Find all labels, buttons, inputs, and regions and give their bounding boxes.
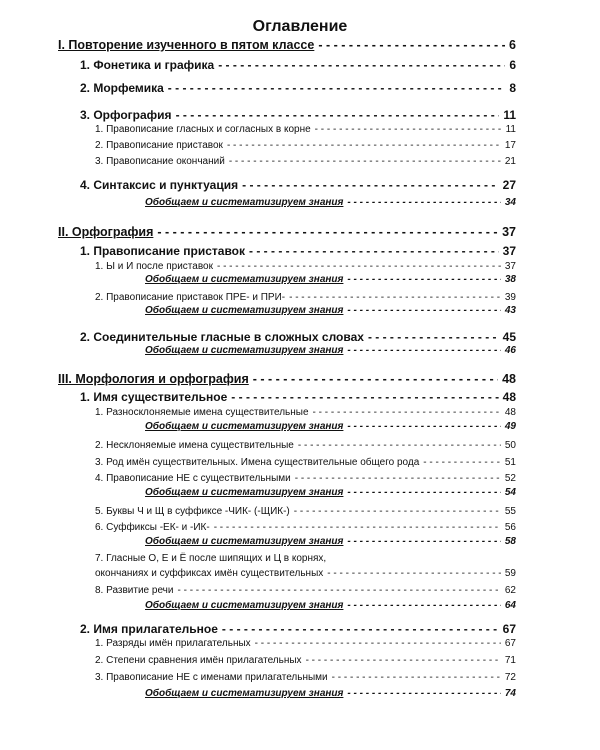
toc-item[interactable] — [95, 522, 516, 533]
toc-part-3[interactable] — [58, 372, 516, 386]
toc-page: 54 — [504, 487, 516, 498]
dot-leader — [318, 38, 505, 52]
toc-page: 45 — [502, 330, 516, 344]
toc-page: 34 — [504, 197, 516, 208]
toc-chapter-2-2[interactable] — [80, 330, 516, 344]
dot-leader — [368, 330, 499, 344]
toc-page: 37 — [502, 244, 516, 258]
toc-label: окончаниях и суффиксах имён существительных — [95, 568, 324, 579]
dot-leader — [315, 124, 502, 135]
toc-label: 2. Несклоняемые имена существительные — [95, 440, 294, 451]
toc-label: Обобщаем и систематизируем знания — [145, 688, 344, 699]
toc-page: 58 — [504, 536, 516, 547]
toc-label: 3. Орфография — [80, 108, 172, 122]
dot-leader — [347, 536, 500, 547]
dot-leader — [217, 261, 501, 272]
toc-label: 2. Имя прилагательное — [80, 622, 218, 636]
toc-label: Обобщаем и систематизируем знания — [145, 487, 344, 498]
toc-page: 67 — [502, 622, 516, 636]
dot-leader — [306, 655, 501, 666]
toc-page: 6 — [509, 38, 516, 52]
dot-leader — [176, 108, 500, 122]
dot-leader — [214, 522, 501, 533]
toc-label: Обобщаем и систематизируем знания — [145, 600, 344, 611]
toc-label: 2. Правописание приставок ПРЕ- и ПРИ- — [95, 292, 286, 303]
toc-summary[interactable] — [145, 197, 516, 208]
toc-part-1[interactable] — [58, 38, 516, 52]
dot-leader — [289, 292, 501, 303]
toc-item[interactable] — [95, 124, 516, 135]
dot-leader — [255, 638, 501, 649]
toc-label: 2. Правописание приставок — [95, 140, 223, 151]
dot-leader — [347, 600, 500, 611]
toc-label: Обобщаем и систематизируем знания — [145, 274, 344, 285]
toc-summary[interactable] — [145, 345, 516, 356]
toc-chapter-1-1[interactable] — [80, 58, 516, 72]
dot-leader — [294, 506, 501, 517]
toc-page: 39 — [504, 292, 516, 303]
dot-leader — [347, 487, 500, 498]
toc-label: Обобщаем и систематизируем знания — [145, 197, 344, 208]
dot-leader — [347, 421, 500, 432]
dot-leader — [227, 140, 501, 151]
toc-item[interactable] — [95, 261, 516, 272]
toc-label: Обобщаем и систематизируем знания — [145, 305, 344, 316]
toc-page: 59 — [504, 568, 516, 579]
toc-chapter-3-1[interactable] — [80, 390, 516, 404]
toc-item[interactable] — [95, 407, 516, 418]
toc-label: 3. Правописание НЕ с именами прилагательными — [95, 672, 328, 683]
toc-label: 1. Правописание приставок — [80, 244, 246, 258]
toc-label: 2. Степени сравнения имён прилагательных — [95, 655, 302, 666]
toc-label: 2. Соединительные гласные в сложных словах — [80, 330, 364, 344]
toc-summary[interactable] — [145, 305, 516, 316]
toc-summary[interactable] — [145, 421, 516, 432]
toc-chapter-1-3[interactable] — [80, 108, 516, 122]
toc-label: 4. Синтаксис и пунктуация — [80, 178, 239, 192]
toc-summary[interactable] — [145, 536, 516, 547]
toc-item[interactable] — [95, 156, 516, 167]
toc-label: 2. Морфемика — [80, 81, 164, 95]
toc-summary[interactable] — [145, 487, 516, 498]
dot-leader — [332, 672, 501, 683]
dot-leader — [168, 81, 506, 95]
dot-leader — [347, 345, 500, 356]
toc-label: 1. Фонетика и графика — [80, 58, 215, 72]
dot-leader — [253, 372, 498, 386]
toc-page: 51 — [504, 457, 516, 468]
toc-label: I. Повторение изученного в пятом классе — [58, 38, 315, 52]
dot-leader — [177, 585, 500, 596]
toc-label: 1. Правописание гласных и согласных в корне — [95, 124, 311, 135]
toc-page: 49 — [504, 421, 516, 432]
toc-item[interactable] — [95, 655, 516, 666]
toc-label: 3. Правописание окончаний — [95, 156, 225, 167]
dot-leader — [347, 305, 500, 316]
dot-leader — [298, 440, 501, 451]
toc-label: II. Орфография — [58, 225, 154, 239]
toc-item[interactable] — [95, 473, 516, 484]
toc-item[interactable] — [95, 585, 516, 596]
toc-label: Обобщаем и систематизируем знания — [145, 536, 344, 547]
toc-page: 17 — [504, 140, 516, 151]
toc-page: 71 — [504, 655, 516, 666]
toc-page: 6 — [509, 58, 516, 72]
toc-page: 50 — [504, 440, 516, 451]
toc-page: 37 — [504, 261, 516, 272]
toc-page: 67 — [504, 638, 516, 649]
toc-label: III. Морфология и орфография — [58, 372, 249, 386]
toc-page: 38 — [504, 274, 516, 285]
dot-leader — [229, 156, 501, 167]
toc-page: 46 — [504, 345, 516, 356]
dot-leader — [327, 568, 501, 579]
toc-summary[interactable] — [145, 600, 516, 611]
dot-leader — [347, 688, 500, 699]
toc-label: 5. Буквы Ч и Щ в суффиксе -ЧИК- (-ЩИК-) — [95, 506, 290, 517]
toc-label: 1. Разряды имён прилагательных — [95, 638, 251, 649]
toc-item[interactable] — [95, 440, 516, 451]
toc-page: 48 — [504, 407, 516, 418]
toc-chapter-2-1[interactable] — [80, 244, 516, 258]
toc-page: 52 — [504, 473, 516, 484]
dot-leader — [347, 197, 500, 208]
toc-page: 48 — [502, 390, 516, 404]
toc-chapter-3-2[interactable] — [80, 622, 516, 636]
toc-page: 48 — [502, 372, 516, 386]
toc-item[interactable] — [95, 506, 516, 517]
toc-page: 27 — [502, 178, 516, 192]
dot-leader — [295, 473, 501, 484]
toc-page: 56 — [504, 522, 516, 533]
toc-item[interactable] — [95, 638, 516, 649]
toc-item[interactable] — [95, 457, 516, 468]
dot-leader — [242, 178, 499, 192]
toc-page: 37 — [502, 225, 516, 239]
toc-page: 74 — [504, 688, 516, 699]
dot-leader — [313, 407, 501, 418]
toc-page: 11 — [503, 108, 516, 122]
toc-chapter-1-4[interactable] — [80, 178, 516, 192]
toc-label: 1. Имя существительное — [80, 390, 228, 404]
toc-summary[interactable] — [145, 688, 516, 699]
toc-item-line-1[interactable]: 7. Гласные О, Е и Ё после шипящих и Ц в корнях, — [95, 553, 327, 564]
dot-leader — [231, 390, 498, 404]
toc-page: 64 — [504, 600, 516, 611]
toc-page: 43 — [504, 305, 516, 316]
dot-leader — [347, 274, 500, 285]
dot-leader — [157, 225, 498, 239]
toc-page: 8 — [509, 81, 516, 95]
toc-chapter-1-2[interactable] — [80, 81, 516, 95]
toc-item[interactable] — [95, 672, 516, 683]
page-title: Оглавление — [252, 18, 348, 35]
toc-label: 1. Ы и И после приставок — [95, 261, 213, 272]
dot-leader — [423, 457, 501, 468]
toc-item[interactable] — [95, 292, 516, 303]
toc-page: 11 — [505, 124, 516, 135]
toc-page: 55 — [504, 506, 516, 517]
toc-part-2[interactable] — [58, 225, 516, 239]
dot-leader — [249, 244, 499, 258]
toc-page: 62 — [504, 585, 516, 596]
toc-item[interactable] — [95, 140, 516, 151]
toc-page: 72 — [504, 672, 516, 683]
toc-label: Обобщаем и систематизируем знания — [145, 421, 344, 432]
toc-label: 8. Развитие речи — [95, 585, 174, 596]
dot-leader — [222, 622, 499, 636]
toc-page: 21 — [504, 156, 516, 167]
toc-label: 1. Разносклоняемые имена существительные — [95, 407, 309, 418]
dot-leader — [218, 58, 505, 72]
toc-label: Обобщаем и систематизируем знания — [145, 345, 344, 356]
toc-item[interactable] — [95, 568, 516, 579]
toc-label: 4. Правописание НЕ с существительными — [95, 473, 291, 484]
toc-label: 6. Суффиксы -ЕК- и -ИК- — [95, 522, 210, 533]
toc-label: 3. Род имён существительных. Имена существительные общего рода — [95, 457, 420, 468]
toc-summary[interactable] — [145, 274, 516, 285]
